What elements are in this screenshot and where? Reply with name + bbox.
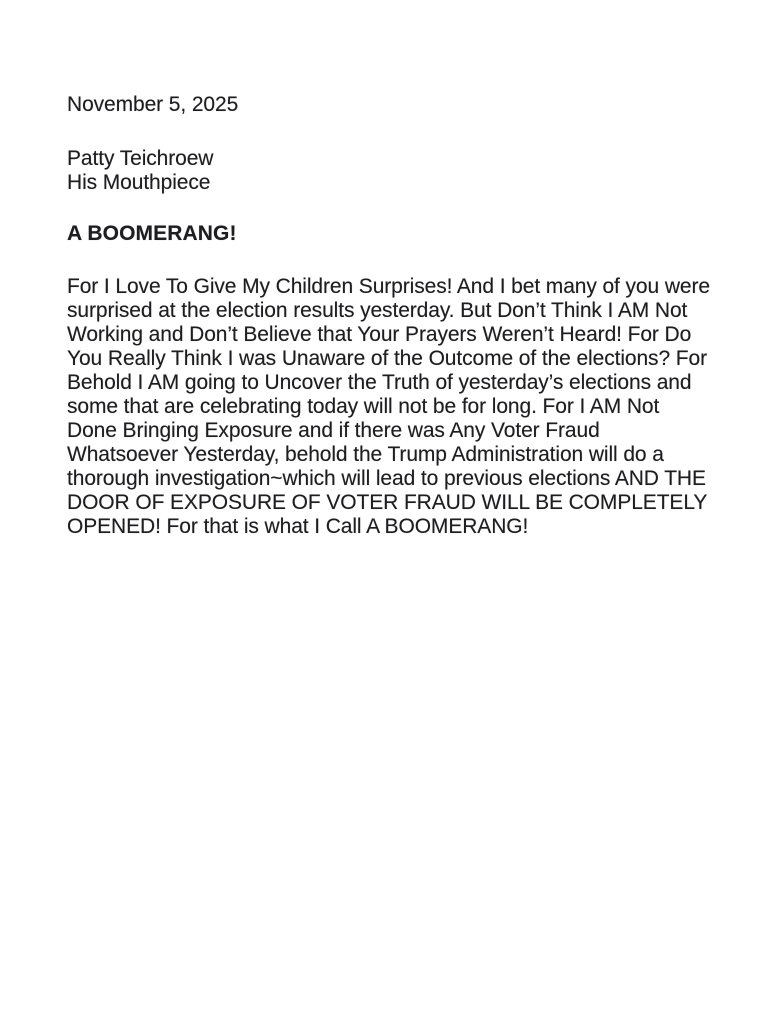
body-line: surprised at the election results yesterday. But Don’t Think I AM Not: [67, 299, 688, 322]
body-line: DOOR OF EXPOSURE OF VOTER FRAUD WILL BE COMPLETELY: [67, 491, 708, 514]
body-line: some that are celebrating today will not be for long. For I AM Not: [67, 395, 660, 418]
body-line: Working and Don’t Believe that Your Prayers Weren’t Heard! For Do: [67, 323, 692, 346]
author-title: His Mouthpiece: [67, 171, 211, 194]
body-line: Done Bringing Exposure and if there was Any Voter Fraud: [67, 419, 600, 442]
body-line: For I Love To Give My Children Surprises! And I bet many of you were: [67, 275, 710, 298]
letter-body: [67, 275, 732, 539]
body-line: OPENED! For that is what I Call A BOOMERANG!: [67, 515, 529, 538]
body-line: Whatsoever Yesterday, behold the Trump Administration will do a: [67, 443, 664, 466]
letter-date: November 5, 2025: [67, 93, 239, 116]
body-line: You Really Think I was Unaware of the Outcome of the elections? For: [67, 347, 707, 370]
author-block: [67, 147, 732, 195]
body-line: thorough investigation~which will lead to previous elections AND THE: [67, 467, 706, 490]
author-name: Patty Teichroew: [67, 147, 214, 170]
body-line: Behold I AM going to Uncover the Truth of yesterday’s elections and: [67, 371, 692, 394]
letter-heading: A BOOMERANG!: [67, 222, 237, 245]
